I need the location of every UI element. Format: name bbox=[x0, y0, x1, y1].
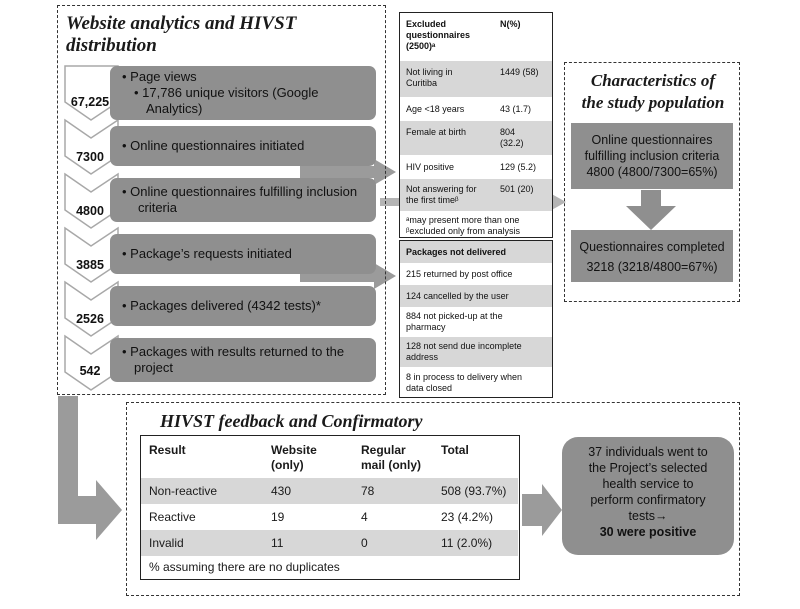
excluded-header-label-2: questionnaires bbox=[406, 30, 471, 40]
feedback-row bbox=[141, 530, 518, 556]
feedback-row-1-mail: 78 bbox=[361, 484, 375, 498]
feedback-row-1-result: Non-reactive bbox=[149, 484, 218, 498]
feedback-header-mail-2: mail (only) bbox=[361, 458, 422, 472]
excluded-row bbox=[400, 97, 552, 121]
step-5-line1: • Packages delivered (4342 tests)* bbox=[122, 298, 321, 313]
excluded-row-1-value: 1449 (58) bbox=[500, 67, 539, 77]
excluded-row-5-label-1: Not answering for bbox=[406, 184, 477, 194]
not-delivered-header bbox=[400, 241, 552, 263]
inclusion-box-line2: fulfilling inclusion criteria bbox=[584, 149, 720, 163]
feedback-row-2-total: 23 (4.2%) bbox=[441, 510, 494, 524]
analytics-title bbox=[66, 13, 296, 57]
feedback-row bbox=[141, 504, 518, 530]
feedback-table bbox=[140, 435, 520, 580]
excluded-row-1-label-2: Curitiba bbox=[406, 78, 438, 88]
feedback-row-2-mail: 4 bbox=[361, 510, 368, 524]
confirmatory-line2: the Project’s selected bbox=[588, 461, 708, 475]
not-delivered-row-3-line2: pharmacy bbox=[406, 322, 446, 332]
completed-box-line2: 3218 (3218/4800=67%) bbox=[586, 260, 718, 274]
not-delivered-row bbox=[400, 337, 552, 367]
not-delivered-row-1: 215 returned by post office bbox=[406, 269, 513, 279]
feedback-header bbox=[141, 436, 518, 478]
step-6-line1: • Packages with results returned to the bbox=[122, 344, 345, 359]
step-bar-packages-delivered bbox=[110, 286, 376, 326]
not-delivered-row-4-line2: address bbox=[406, 352, 439, 362]
step-bar-package-requests bbox=[110, 234, 376, 274]
excluded-row-3-value-2: (32.2) bbox=[500, 138, 524, 148]
completed-box-line1: Questionnaires completed bbox=[579, 240, 725, 254]
step-bar-inclusion-criteria bbox=[110, 178, 376, 222]
excluded-row-4-value: 129 (5.2) bbox=[500, 162, 537, 172]
confirmatory-line3: health service to bbox=[602, 477, 694, 491]
step-3-line1: • Online questionnaires fulfilling inclusion bbox=[122, 184, 358, 199]
excluded-row-5-label-2: the first timeᵝ bbox=[406, 195, 459, 205]
confirmatory-line6: 30 were positive bbox=[599, 525, 697, 539]
confirmatory-line5: tests→ bbox=[628, 509, 668, 523]
analytics-title-line2: distribution bbox=[66, 35, 157, 56]
feedback-header-website-1: Website bbox=[271, 443, 317, 457]
feedback-header-total: Total bbox=[441, 443, 469, 457]
inclusion-box-line3: 4800 (4800/7300=65%) bbox=[586, 165, 718, 179]
step-bar-questionnaires-initiated bbox=[110, 126, 376, 166]
confirmatory-line1: 37 individuals went to bbox=[588, 445, 708, 459]
excluded-row-1-label-1: Not living in bbox=[406, 67, 453, 77]
feedback-header-mail-1: Regular bbox=[361, 443, 406, 457]
characteristics-title bbox=[568, 70, 738, 114]
feedback-row-1-website: 430 bbox=[271, 484, 292, 498]
feedback-header-website-2: (only) bbox=[271, 458, 304, 472]
step-number-6: 542 bbox=[79, 364, 101, 378]
excluded-row-4-label: HIV positive bbox=[406, 162, 455, 172]
step-number-2: 7300 bbox=[76, 150, 104, 164]
excluded-row-3-label: Female at birth bbox=[406, 127, 467, 137]
not-delivered-row-4-line1: 128 not send due incomplete bbox=[406, 341, 522, 351]
step-bar-results-returned bbox=[110, 338, 376, 382]
excluded-row-3-value-1: 804 bbox=[500, 127, 516, 137]
confirmatory-box bbox=[562, 437, 734, 555]
excluded-row-2-value: 43 (1.7) bbox=[500, 104, 532, 114]
step-2-line1: • Online questionnaires initiated bbox=[122, 138, 305, 153]
step-1-line1: • Page views bbox=[122, 69, 197, 84]
step-4-line1: • Package’s requests initiated bbox=[122, 246, 292, 261]
feedback-row-3-total: 11 (2.0%) bbox=[441, 536, 493, 550]
feedback-row-2-website: 19 bbox=[271, 510, 285, 524]
excluded-header-n: N(%) bbox=[500, 19, 521, 29]
not-delivered-row bbox=[400, 285, 552, 307]
feedback-row-1-total: 508 (93.7%) bbox=[441, 484, 507, 498]
excluded-row-5-value: 501 (20) bbox=[500, 184, 534, 194]
step-number-3: 4800 bbox=[76, 204, 104, 218]
excluded-header bbox=[400, 13, 552, 61]
excluded-table bbox=[399, 12, 553, 238]
characteristics-title-line1: Characteristics of bbox=[590, 71, 716, 90]
feedback-title: HIVST feedback and Confirmatory bbox=[160, 411, 423, 431]
not-delivered-row-5-line2: data closed bbox=[406, 383, 453, 393]
not-delivered-row-2: 124 cancelled by the user bbox=[406, 291, 509, 301]
not-delivered-table bbox=[399, 240, 553, 398]
confirmatory-line4: perform confirmatory bbox=[590, 493, 706, 507]
not-delivered-row bbox=[400, 307, 552, 337]
feedback-note-row bbox=[141, 556, 518, 578]
excluded-footnote-1: ᵃmay present more than one bbox=[406, 215, 520, 225]
step-bar-page-views bbox=[110, 66, 376, 120]
inclusion-box-line1: Online questionnaires bbox=[591, 133, 713, 147]
excluded-row bbox=[400, 61, 552, 97]
step-3-line2: criteria bbox=[138, 200, 178, 215]
feedback-row-3-result: Invalid bbox=[149, 536, 184, 550]
excluded-footnote bbox=[400, 211, 552, 239]
not-delivered-row-3-line1: 884 not picked-up at the bbox=[406, 311, 503, 321]
not-delivered-row-5-line1: 8 in process to delivery when bbox=[406, 372, 523, 382]
step-number-1: 67,225 bbox=[70, 95, 110, 109]
feedback-row bbox=[141, 478, 518, 504]
down-right-arrow bbox=[58, 396, 122, 540]
feedback-row-3-website: 11 bbox=[271, 536, 284, 550]
feedback-row-3-mail: 0 bbox=[361, 536, 368, 550]
excluded-header-label-3: (2500)ᵃ bbox=[406, 41, 436, 51]
excluded-row bbox=[400, 121, 552, 155]
feedback-row-2-result: Reactive bbox=[149, 510, 196, 524]
excluded-row-2-label: Age <18 years bbox=[406, 104, 465, 114]
step-number-5: 2526 bbox=[76, 312, 104, 326]
step-6-line2: project bbox=[134, 360, 174, 375]
step-1-line2: • 17,786 unique visitors (Google bbox=[134, 85, 319, 100]
excluded-footnote-2: ᵝexcluded only from analysis bbox=[406, 226, 521, 236]
characteristics-title-line2: the study population bbox=[581, 93, 725, 112]
feedback-header-result: Result bbox=[149, 443, 186, 457]
not-delivered-row bbox=[400, 263, 552, 285]
analytics-title-line1: Website analytics and HIVST bbox=[66, 13, 297, 34]
questionnaires-completed-box bbox=[571, 230, 733, 282]
step-number-4: 3885 bbox=[76, 258, 104, 272]
step-1-line3: Analytics) bbox=[146, 101, 203, 116]
not-delivered-header-text: Packages not delivered bbox=[406, 247, 507, 257]
inclusion-criteria-box bbox=[571, 123, 733, 189]
feedback-note: % assuming there are no duplicates bbox=[149, 560, 340, 574]
excluded-header-label-1: Excluded bbox=[406, 19, 447, 29]
not-delivered-row bbox=[400, 367, 552, 399]
excluded-row bbox=[400, 155, 552, 179]
excluded-row bbox=[400, 179, 552, 211]
